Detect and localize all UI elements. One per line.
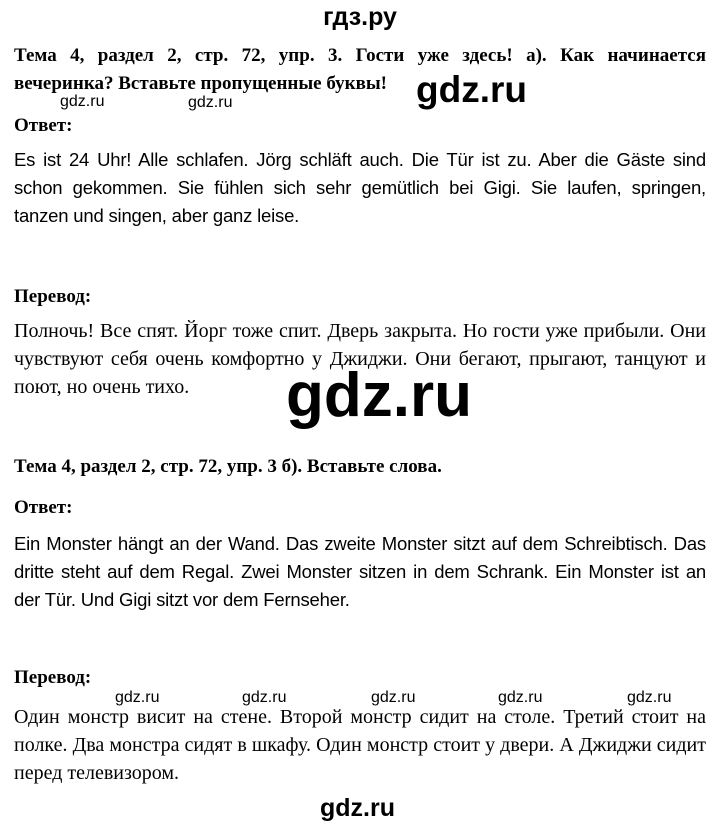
- site-header: гдз.ру: [323, 3, 397, 31]
- watermark-small: gdz.ru: [242, 689, 287, 706]
- section1-translation-text: Полночь! Все спят. Йорг тоже спит. Дверь закрыта. Но гости уже прибыли. Они чувствуют себя очень комфортно у Джиджи. Они бегают, прыгают, танцуют и поют, но очень тихо.: [14, 320, 706, 398]
- watermark-small: gdz.ru: [115, 689, 160, 706]
- section2-translation-label: Перевод:: [14, 667, 92, 688]
- section2-translation-text: Один монстр висит на стене. Второй монстр сидит на столе. Третий стоит на полке. Два монстра сидят в шкафу. Один монстр стоит у двери. А Джиджи сидит перед телевизором.: [14, 706, 706, 784]
- watermark-small: gdz.ru: [627, 689, 672, 706]
- section1-answer-text: Es ist 24 Uhr! Alle schlafen. Jörg schläft auch. Die Tür ist zu. Aber die Gäste sind schon gekommen. Sie fühlen sich sehr gemütlich bei Gigi. Sie laufen, springen, tanzen und singen, aber ganz leise.: [14, 149, 706, 226]
- watermark-large: gdz.ru: [286, 361, 472, 430]
- section1-answer-label: Ответ:: [14, 115, 73, 136]
- section2-title: Тема 4, раздел 2, стр. 72, упр. 3 б). Вставьте слова.: [14, 456, 442, 477]
- section1-title-line2: вечеринка? Вставьте пропущенные буквы!: [14, 73, 388, 94]
- section1-title-line1: Тема 4, раздел 2, стр. 72, упр. 3. Гости уже здесь! а). Как начинается: [14, 45, 706, 66]
- watermark-small: gdz.ru: [371, 689, 416, 706]
- watermark-small: gdz.ru: [60, 93, 105, 110]
- section2-answer-text: Ein Monster hängt an der Wand. Das zweite Monster sitzt auf dem Schreibtisch. Das dritte steht auf dem Regal. Zwei Monster sitzen in dem Schrank. Ein Monster ist an der Tür. Und Gigi sitzt vor dem Fernseher.: [14, 533, 706, 610]
- section2-answer-label: Ответ:: [14, 497, 73, 518]
- watermark-footer: gdz.ru: [320, 794, 395, 822]
- section1-translation-label: Перевод:: [14, 286, 92, 307]
- watermark-small: gdz.ru: [498, 689, 543, 706]
- watermark-medium: gdz.ru: [416, 69, 527, 110]
- watermark-small: gdz.ru: [188, 94, 233, 111]
